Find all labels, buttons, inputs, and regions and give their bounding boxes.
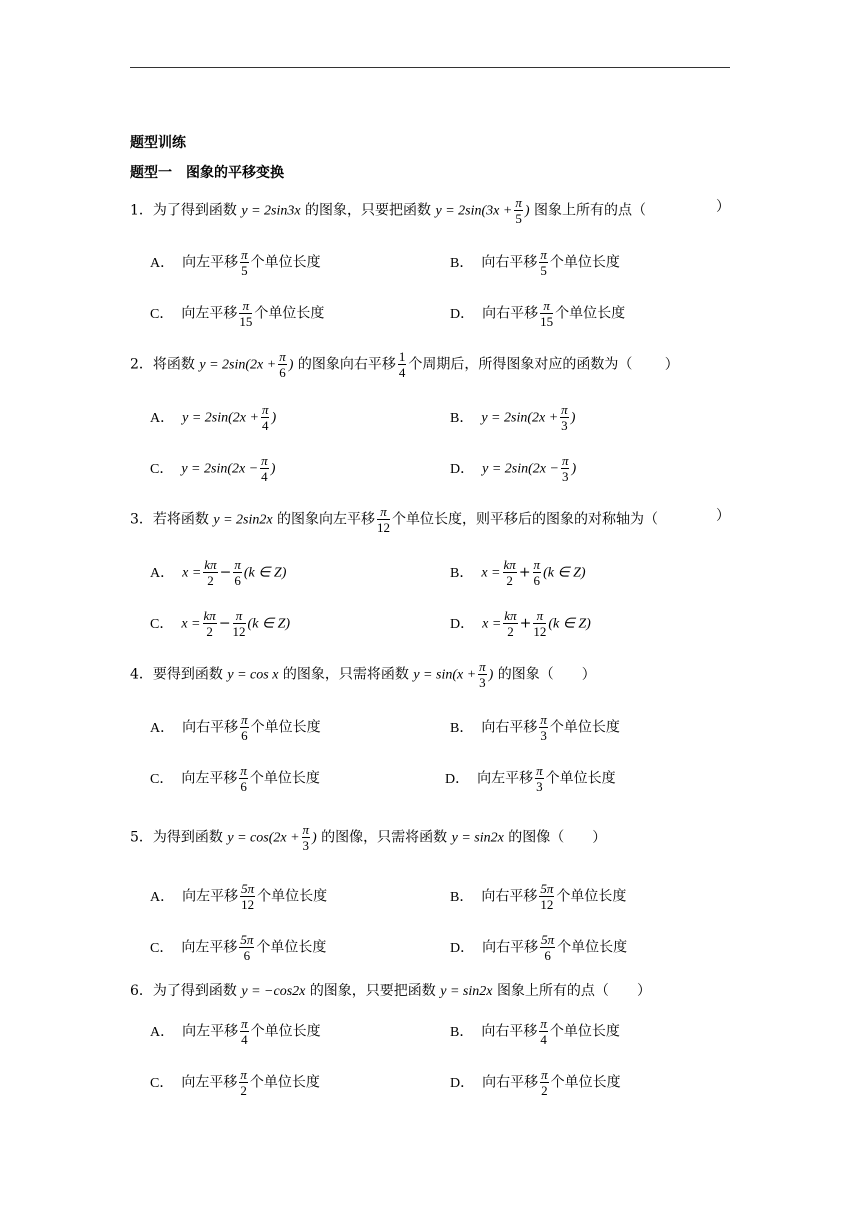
option-2D: D． y = 2sin(2x − $\frac{\pi}{3}$ ) (450, 453, 577, 484)
option-4C: C． 向左平移 $\frac{\pi}{6}$ 个单位长度 (150, 763, 320, 794)
question-6: 6．为了得到函数 y = −cos2x 的图象，只要把函数 y = sin2x 图象上所有的点（ ） (130, 983, 651, 999)
option-1B: B． 向右平移 $\frac{\pi}{5}$ 个单位长度 (450, 247, 620, 278)
option-3C: C． x = $\frac{k\pi}{2}$ − $\frac{\pi}{12}$ (k ∈ Z) (150, 608, 291, 639)
question-2: 2．将函数 y = 2sin(2x + $\frac{\pi}{6}$ ) 的图象向右平移 $\frac{1}{4}$ 个周期后，所得图象对应的函数为（ ） (130, 349, 679, 380)
fraction: $\frac{\pi}{5}$ (515, 195, 522, 226)
option-2A: A． y = 2sin(2x + $\frac{\pi}{4}$ ) (150, 402, 277, 433)
option-3A: A． x = $\frac{k\pi}{2}$ − $\frac{\pi}{6}$ (k ∈ Z) (150, 557, 287, 588)
option-4A: A． 向右平移 $\frac{\pi}{6}$ 个单位长度 (150, 712, 321, 743)
option-1D: D． 向右平移 $\frac{\pi}{15}$ 个单位长度 (450, 298, 626, 329)
option-3B: B． x = $\frac{k\pi}{2}$ + $\frac{\pi}{6}$ (k ∈ Z) (450, 557, 586, 588)
option-5C: C． 向左平移 $\frac{5\pi}{6}$ 个单位长度 (150, 932, 327, 963)
option-6A: A． 向左平移 $\frac{\pi}{4}$ 个单位长度 (150, 1016, 321, 1047)
option-1A: A． 向左平移 $\frac{\pi}{5}$ 个单位长度 (150, 247, 321, 278)
header-rule (130, 67, 730, 68)
section-title: 题型训练 (130, 135, 186, 151)
option-2B: B． y = 2sin(2x + $\frac{\pi}{3}$ ) (450, 402, 576, 433)
option-1C: C． 向左平移 $\frac{\pi}{15}$ 个单位长度 (150, 298, 325, 329)
option-5D: D． 向右平移 $\frac{5\pi}{6}$ 个单位长度 (450, 932, 628, 963)
option-5B: B． 向右平移 $\frac{5\pi}{12}$ 个单位长度 (450, 881, 627, 912)
question-4: 4．要得到函数 y = cos x 的图象，只需将函数 y = sin(x + $\frac{\pi}{3}$ ) 的图象（ ） (130, 659, 596, 690)
option-3D: D． x = $\frac{k\pi}{2}$ + $\frac{\pi}{12}$ (k ∈ Z) (450, 608, 591, 639)
question-5: 5．为得到函数 y = cos(2x + $\frac{\pi}{3}$ ) 的图像，只需将函数 y = sin2x 的图像（ ） (130, 822, 607, 853)
option-4D: D． 向左平移 $\frac{\pi}{3}$ 个单位长度 (445, 763, 616, 794)
option-2C: C． y = 2sin(2x − $\frac{\pi}{4}$ ) (150, 453, 276, 484)
question-3: 3．若将函数 y = 2sin2x 的图象向左平移 $\frac{\pi}{12}$ 个单位长度，则平移后的图象的对称轴为（ ） (130, 504, 730, 535)
option-4B: B． 向右平移 $\frac{\pi}{3}$ 个单位长度 (450, 712, 620, 743)
option-6C: C． 向左平移 $\frac{\pi}{2}$ 个单位长度 (150, 1067, 320, 1098)
option-5A: A． 向左平移 $\frac{5\pi}{12}$ 个单位长度 (150, 881, 328, 912)
type-title: 题型一 图象的平移变换 (130, 165, 284, 181)
question-1: 1．为了得到函数 y = 2sin3x 的图象，只要把函数 y = 2sin(3x + $\frac{\pi}{5}$ ) 图象上所有的点（ ） (130, 195, 730, 226)
option-6D: D． 向右平移 $\frac{\pi}{2}$ 个单位长度 (450, 1067, 621, 1098)
option-6B: B． 向右平移 $\frac{\pi}{4}$ 个单位长度 (450, 1016, 620, 1047)
